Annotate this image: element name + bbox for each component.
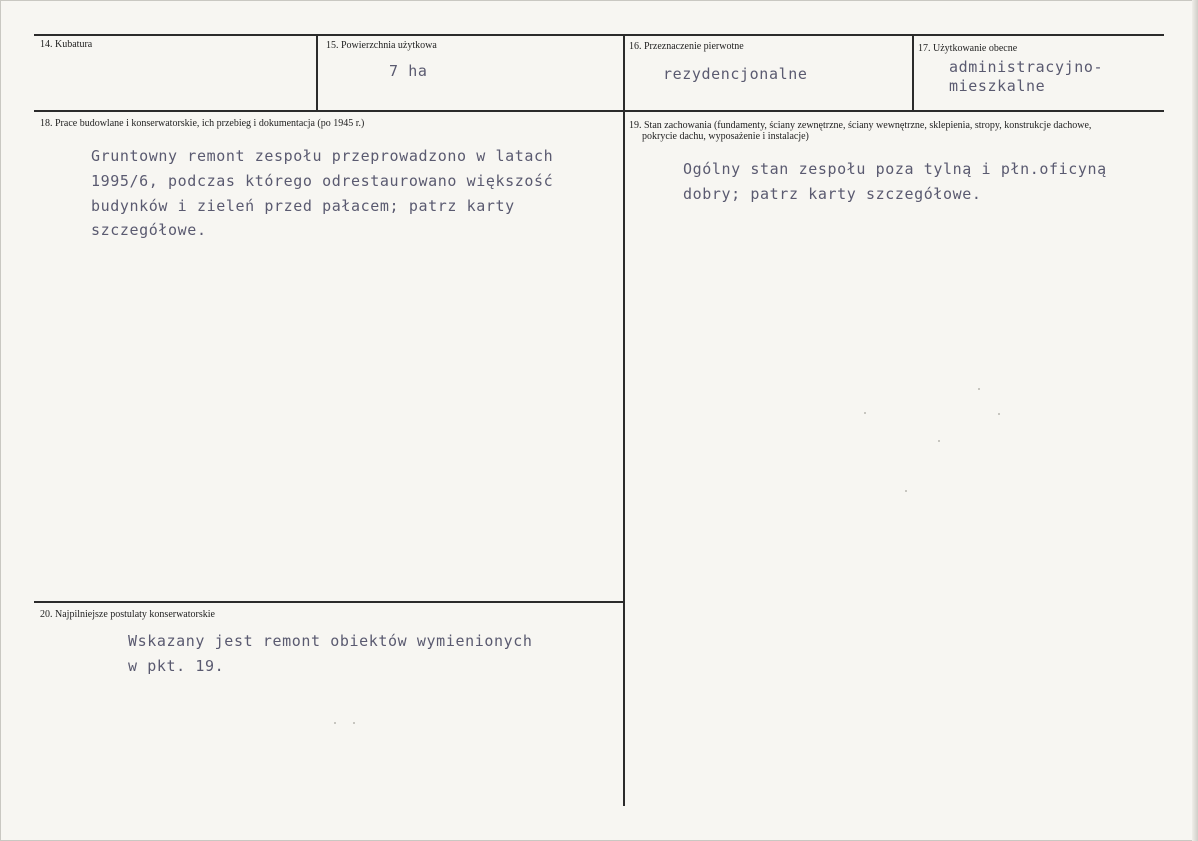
col-divider-16 — [623, 34, 625, 806]
card-edge — [1192, 0, 1198, 841]
field-20-line-2: w pkt. 19. — [128, 657, 225, 675]
field-20-line-1: Wskazany jest remont obiektów wymienionych — [128, 632, 533, 650]
field-18-line-3: budynków i zieleń przed pałacem; patrz karty — [91, 197, 515, 215]
field-18-label: 18. Prace budowlane i konserwatorskie, ich przebieg i dokumentacja (po 1945 r.) — [40, 118, 365, 129]
field-17-value-line-2: mieszkalne — [949, 77, 1046, 95]
paper-speck — [978, 388, 980, 390]
field-18-line-4: szczegółowe. — [91, 221, 207, 239]
field-16-label: 16. Przeznaczenie pierwotne — [629, 41, 744, 52]
row1-bottom-rule — [34, 110, 1164, 112]
paper-speck — [864, 412, 866, 414]
field-14-label: 14. Kubatura — [40, 39, 93, 50]
field-19-line-2: dobry; patrz karty szczegółowe. — [683, 185, 982, 203]
field-17-value-line-1: administracyjno- — [949, 58, 1104, 76]
col-divider-15 — [316, 34, 318, 112]
field-17-label: 17. Użytkowanie obecne — [918, 43, 1018, 54]
field-18-line-2: 1995/6, podczas którego odrestaurowano większość — [91, 172, 554, 190]
field-15-value: 7 ha — [389, 62, 428, 80]
field-19-label-cont: pokrycie dachu, wyposażenie i instalacje) — [642, 131, 809, 142]
paper-speck — [353, 722, 355, 724]
field-20-label: 20. Najpilniejsze postulaty konserwatorskie — [40, 609, 215, 620]
paper-speck — [998, 413, 1000, 415]
col-divider-17 — [912, 34, 914, 112]
field-19-label: 19. Stan zachowania (fundamenty, ściany zewnętrzne, ściany wewnętrzne, sklepienia, stropy, konstrukcje dachowe, — [629, 120, 1092, 131]
field-19-line-1: Ogólny stan zespołu poza tylną i płn.oficyną — [683, 160, 1107, 178]
paper-speck — [938, 440, 940, 442]
top-rule — [34, 34, 1164, 36]
paper-speck — [905, 490, 907, 492]
field-18-line-1: Gruntowny remont zespołu przeprowadzono w latach — [91, 147, 554, 165]
section20-top-rule — [34, 601, 624, 603]
paper-speck — [334, 722, 336, 724]
field-16-value: rezydencjonalne — [663, 65, 808, 83]
field-15-label: 15. Powierzchnia użytkowa — [326, 40, 437, 51]
